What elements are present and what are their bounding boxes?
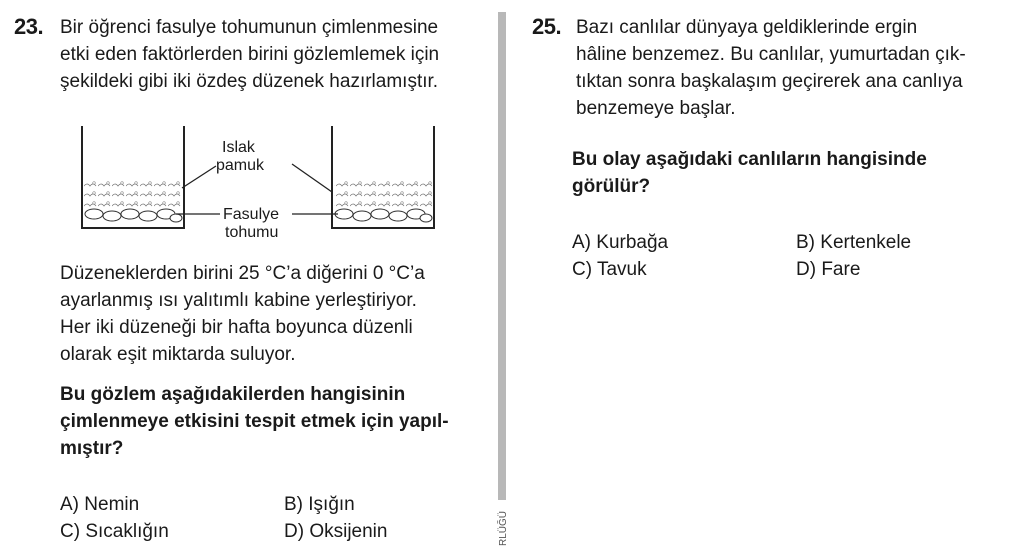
option-b[interactable]: B) Işığın — [284, 494, 355, 515]
experiment-figure — [70, 120, 450, 245]
stem-line-3: şekildeki gibi iki özdeş düzenek hazırlamıştır. — [60, 71, 439, 92]
question-line-2: çimlenmeye etkisini tespit etmek için yapıl- — [60, 411, 449, 432]
stem-line-2: etki eden faktörlerden birini gözlemlemek için — [60, 44, 440, 65]
label-cotton-line2: pamuk — [216, 157, 265, 174]
stem-line-3: tıktan sonra başkalaşım geçirerek ana canlıya — [576, 71, 963, 92]
question-number: 25. — [532, 14, 562, 39]
column-divider — [498, 12, 506, 500]
option-c[interactable]: C) Sıcaklığın — [60, 521, 169, 542]
body-line-3: Her iki düzeneği bir hafta boyunca düzenli — [60, 317, 413, 338]
body-line-4: olarak eşit miktarda suluyor. — [60, 344, 296, 365]
option-a[interactable]: A) Nemin — [60, 494, 140, 515]
side-label: RLÜĞÜ — [498, 510, 509, 546]
beans-right — [335, 209, 432, 222]
question-line-3: mıştır? — [60, 438, 124, 459]
option-a[interactable]: A) Kurbağa — [572, 232, 669, 253]
question-line-1: Bu olay aşağıdaki canlıların hangisinde — [572, 149, 927, 170]
option-b[interactable]: B) Kertenkele — [796, 232, 912, 253]
body-line-1: Düzeneklerden birini 25 °C’a diğerini 0 °C’a — [60, 263, 425, 284]
leader-cotton-right — [292, 164, 332, 192]
wet-cotton-right — [334, 180, 432, 208]
question-line-1: Bu gözlem aşağıdakilerden hangisinin — [60, 384, 406, 405]
beaker-right — [332, 126, 434, 228]
label-cotton-line1: Islak — [222, 139, 255, 156]
option-d[interactable]: D) Fare — [796, 259, 861, 280]
question-number: 23. — [14, 14, 44, 39]
wet-cotton-left — [84, 180, 182, 208]
label-seed-line1: Fasulye — [223, 206, 280, 223]
stem-line-4: benzemeye başlar. — [576, 98, 736, 119]
beaker-left — [82, 126, 184, 228]
leader-cotton-left — [182, 166, 216, 188]
body-line-2: ayarlanmış ısı yalıtımlı kabine yerleştiriyor. — [60, 290, 417, 311]
stem-line-1: Bazı canlılar dünyaya geldiklerinde ergin — [576, 17, 918, 38]
question-line-2: görülür? — [572, 176, 651, 197]
beans-left — [85, 209, 182, 222]
label-seed-line2: tohumu — [225, 224, 279, 241]
option-c[interactable]: C) Tavuk — [572, 259, 647, 280]
option-d[interactable]: D) Oksijenin — [284, 521, 388, 542]
stem-line-1: Bir öğrenci fasulye tohumunun çimlenmesine — [60, 17, 439, 38]
stem-line-2: hâline benzemez. Bu canlılar, yumurtadan çık- — [576, 44, 966, 65]
